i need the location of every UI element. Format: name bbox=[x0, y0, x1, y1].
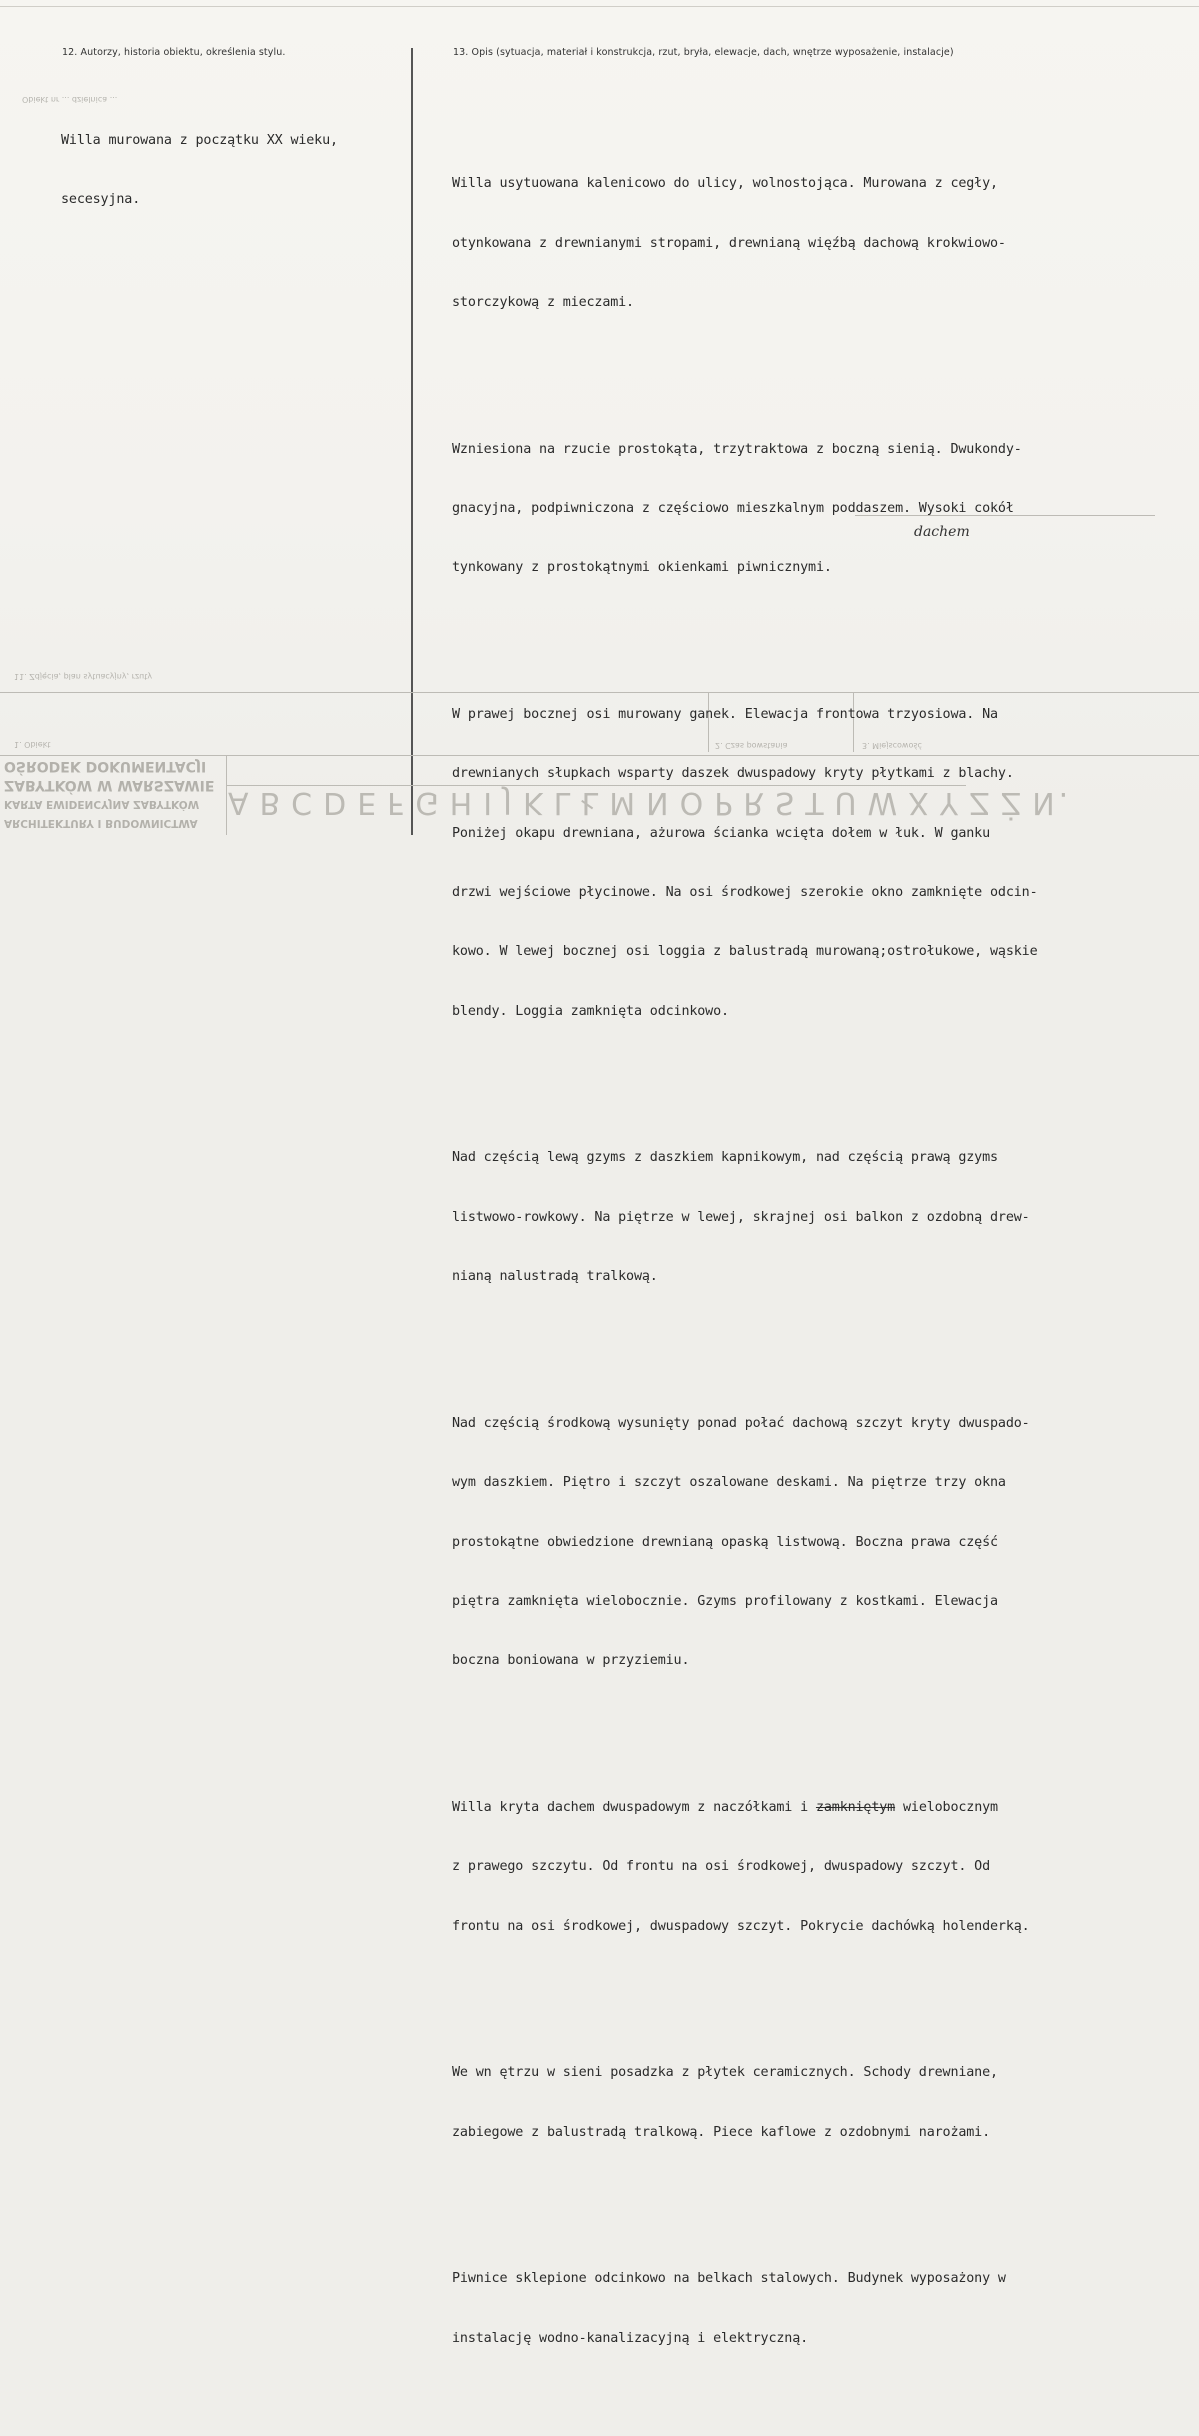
alphabet-letter: X bbox=[908, 785, 933, 820]
text-line: listwowo-rowkowy. Na piętrze w lewej, skrajnej osi balkon z ozdobną drew- bbox=[452, 1209, 1030, 1225]
alphabet-letter: A bbox=[228, 785, 253, 820]
text-line: tynkowany z prostokątnymi okienkami piwnicznymi. bbox=[452, 560, 832, 576]
roof-line-start: Willa kryta dachem dwuspadowym z naczółkami i bbox=[452, 1799, 816, 1815]
alphabet-letter: N bbox=[646, 785, 673, 820]
text-line: kowo. W lewej bocznej osi loggia z balustradą murowaną;ostrołukowe, wąskie bbox=[452, 944, 1038, 960]
left-line: Willa murowana z początku XX wieku, bbox=[61, 132, 338, 148]
alphabet-letter: G bbox=[415, 785, 443, 820]
alphabet-letter: B bbox=[259, 785, 285, 820]
ghost-text-mid-left: 11. Zdjęcia, plan sytuacyjny, rzuty bbox=[14, 672, 153, 681]
alphabet-letter: T bbox=[805, 785, 828, 820]
ghost-text-bottom-2: 2. Czas powstania bbox=[715, 741, 788, 750]
institution-line: KARTA EWIDENCYJNA ZABYTKÓW bbox=[4, 798, 200, 810]
alphabet-letter: H bbox=[449, 785, 477, 820]
text-line: zabiegowe z balustradą tralkową. Piece kaflowe z ozdobnymi narożami. bbox=[452, 2124, 991, 2140]
section-12-header: 12. Autorzy, historia obiektu, określenia stylu. bbox=[62, 47, 286, 58]
alphabet-letter: F bbox=[387, 785, 409, 820]
paragraph-plan bbox=[452, 400, 1037, 618]
alphabet-letter: P bbox=[714, 785, 737, 820]
text-line: Wzniesiona na rzucie prostokąta, trzytraktowa z boczną sienią. Dwukondy- bbox=[452, 441, 1022, 457]
paragraph-gable bbox=[452, 1374, 1037, 1711]
text-line: otynkowana z drewnianymi stropami, drewnianą więźbą dachową krokwiowo- bbox=[452, 235, 1006, 251]
alphabet-letter: K bbox=[522, 785, 547, 820]
text-line: piętra zamknięta wielobocznie. Gzyms profilowany z kostkami. Elewacja bbox=[452, 1593, 998, 1609]
roof-line-end: wielobocznym bbox=[895, 1799, 998, 1815]
text-line: Willa usytuowana kalenicowo do ulicy, wolnostojąca. Murowana z cegły, bbox=[452, 176, 998, 192]
institution-line: ARCHITEKTURY I BUDOWNICTWA bbox=[4, 817, 198, 829]
text-line: Piwnice sklepione odcinkowo na belkach stalowych. Budynek wyposażony w bbox=[452, 2271, 1006, 2287]
paragraph-facade bbox=[449, 665, 1038, 1061]
paragraph-location bbox=[452, 135, 1037, 353]
ghost-text-bottom-3: 3. Miejscowość bbox=[862, 741, 922, 750]
alphabet-letter: Ż bbox=[1000, 785, 1026, 820]
alphabet-letter: R bbox=[743, 785, 769, 820]
paragraph-roof bbox=[452, 1758, 1037, 1976]
alphabet-letter: Z bbox=[969, 785, 994, 820]
paragraph-basement bbox=[452, 2230, 1037, 2388]
paragraph-cornice bbox=[452, 1109, 1037, 1327]
handwritten-correction: dachem bbox=[914, 524, 970, 540]
right-typed-text bbox=[449, 95, 1038, 2436]
ghost-vline-3 bbox=[226, 755, 227, 835]
section-13-header: 13. Opis (sytuacja, materiał i konstrukcja, rzut, bryła, elewacje, dach, wnętrze wyposażenie, instalacje) bbox=[453, 47, 954, 58]
text-line: boczna boniowana w przyziemiu. bbox=[452, 1653, 690, 1669]
alphabet-letter: J bbox=[503, 785, 516, 820]
left-line: secesyjna. bbox=[61, 191, 141, 207]
struck-word: zamkniętym bbox=[815, 1799, 896, 1815]
institution-block-mirrored bbox=[4, 752, 224, 832]
left-typed-text bbox=[61, 91, 338, 249]
text-line: frontu na osi środkowej, dwuspadowy szczyt. Pokrycie dachówką holenderką. bbox=[452, 1918, 1030, 1934]
text-line: Nad częścią środkową wysunięty ponad połać dachową szczyt kryty dwuspado- bbox=[452, 1415, 1030, 1431]
text-line: W prawej bocznej osi murowany ganek. Elewacja frontowa trzyosiowa. Na bbox=[452, 706, 998, 722]
text-line: drzwi wejściowe płycinowe. Na osi środkowej szerokie okno zamknięte odcin- bbox=[452, 885, 1038, 901]
paragraph-interior bbox=[452, 2024, 1037, 2182]
text-line: nianą nalustradą tralkową. bbox=[452, 1269, 658, 1285]
text-line: instalację wodno-kanalizacyjną i elektryczną. bbox=[452, 2330, 809, 2346]
alphabet-letter: S bbox=[775, 785, 799, 820]
alphabet-letter: L bbox=[553, 785, 575, 820]
alphabet-letter: I bbox=[483, 785, 497, 820]
alphabet-letter: Ł bbox=[581, 785, 603, 820]
top-edge-line bbox=[0, 6, 1199, 7]
alphabet-letter: D bbox=[323, 785, 351, 820]
alphabet-letter: M bbox=[609, 785, 640, 820]
text-line: Nad częścią lewą gzyms z daszkiem kapnikowym, nad częścią prawą gzyms bbox=[452, 1150, 998, 1166]
text-line: storczykową z mieczami. bbox=[452, 294, 634, 310]
institution-line: OŚRODEK DOKUMENTACJI bbox=[4, 758, 207, 774]
text-line: wym daszkiem. Piętro i szczyt oszalowane deskami. Na piętrze trzy okna bbox=[452, 1475, 1006, 1491]
roof-line bbox=[452, 1798, 1037, 1818]
column-divider bbox=[411, 48, 413, 835]
alphabet-letter: Y bbox=[939, 785, 963, 820]
alphabet-letter: U bbox=[834, 785, 861, 820]
alphabet-letter: N. bbox=[1032, 785, 1073, 820]
alphabet-letter: C bbox=[291, 785, 317, 820]
text-line: gnacyjna, podpiwniczona z częściowo mieszkalnym poddaszem. Wysoki cokół bbox=[452, 500, 1014, 516]
text-line: drewnianych słupkach wsparty daszek dwuspadowy kryty płytkami z blachy. bbox=[452, 766, 1014, 782]
alphabet-letter: O bbox=[679, 785, 708, 820]
text-line: z prawego szczytu. Od frontu na osi środkowej, dwuspadowy szczyt. Od bbox=[452, 1859, 991, 1875]
alphabet-letter: W bbox=[867, 785, 902, 820]
text-line: blendy. Loggia zamknięta odcinkowo. bbox=[452, 1003, 729, 1019]
text-line: prostokątne obwiedzione drewnianą opaską listwową. Boczna prawa część bbox=[452, 1534, 998, 1550]
alphabet-index-mirrored bbox=[228, 780, 1073, 820]
text-line: We wn ętrzu w sieni posadzka z płytek ceramicznych. Schody drewniane, bbox=[452, 2065, 998, 2081]
text-line: Poniżej okapu drewniana, ażurowa ścianka wcięta dołem w łuk. W ganku bbox=[452, 825, 991, 841]
alphabet-letter: E bbox=[357, 785, 381, 820]
institution-line: ZABYTKÓW W WARSZAWIE bbox=[4, 777, 215, 793]
ghost-text-bottom-1: 1. Obiekt bbox=[14, 740, 51, 749]
ghost-text-upper-left: Obiekt nr ... dzielnica ... bbox=[22, 95, 118, 104]
